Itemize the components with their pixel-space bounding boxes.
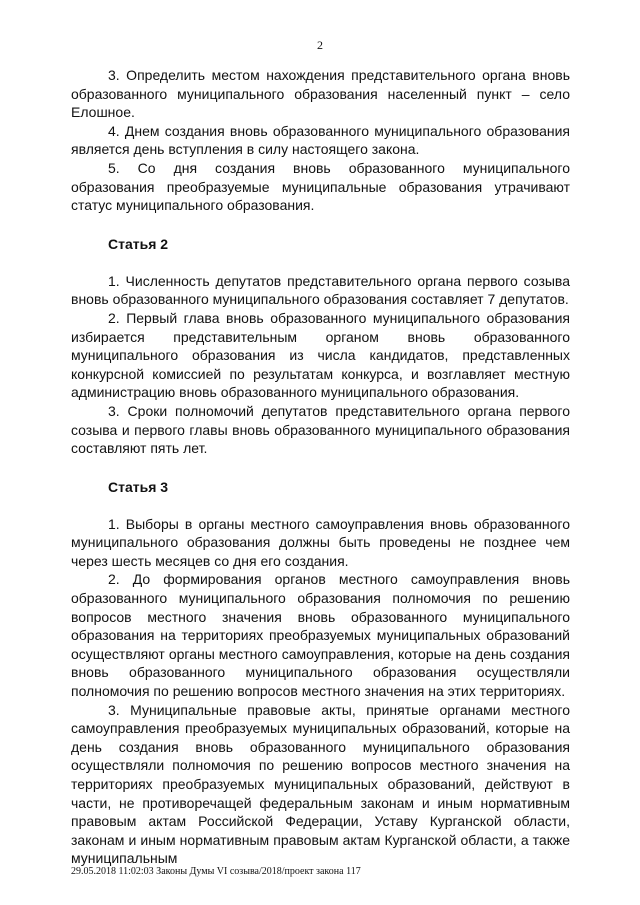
article-2-section [71,235,570,458]
paragraph-intro-4: 4. Днем создания вновь образованного муниципального образования является день вступления в силу настоящего закона. [71,122,570,158]
page-number: 2 [317,38,323,52]
paragraph-intro-3: 3. Определить местом нахождения представительного органа вновь образованного муниципального образования населенный пункт – село Елошное. [71,67,570,121]
document-body [71,66,570,868]
article-3-heading: Статья 3 [108,478,169,495]
paragraph-article-2-1: 1. Численность депутатов представительного органа первого созыва вновь образованного муниципального образования составляет 7 депутатов. [71,272,570,308]
paragraph-article-3-3: 3. Муниципальные правовые акты, принятые органами местного самоуправления преобразуемых муниципальных образований, которые на день создания вновь образованного муниципального образования осуществляли полномочия по решению вопросов местного значения на территориях преобразуемых муниципальных образований, действуют в части, не противоречащей федеральным законам и иным нормативным правовым актам Российской Федерации, Уставу Курганской области, законам и иным нормативным правовым актам Курганской области, а также муниципальным [71,701,570,867]
paragraph-article-2-3: 3. Сроки полномочий депутатов представительного органа первого созыва и первого главы вновь образованного муниципального образования составляют пять лет. [71,402,570,457]
document-footer: 29.05.2018 11:02:03 Законы Думы VI созыва/2018/проект закона 117 [71,866,361,877]
article-2-heading: Статья 2 [108,235,169,252]
paragraph-article-2-2: 2. Первый глава вновь образованного муниципального образования избирается представительным органом вновь образованного муниципального образования из числа кандидатов, представленных конкурсной комиссией по результатам конкурса, и возглавляет местную администрацию вновь образованного муниципального образования. [71,309,570,401]
paragraph-intro-5: 5. Со дня создания вновь образованного муниципального образования преобразуемые муниципальные образования утрачивают статус муниципального образования. [71,159,570,214]
intro-section [71,66,570,215]
paragraph-article-3-2: 2. До формирования органов местного самоуправления вновь образованного муниципального образования полномочия по решению вопросов местного значения вновь образованного муниципального образования на территориях преобразуемых муниципальных образований осуществляют органы местного самоуправления, которые на день создания вновь образованного муниципального образования осуществляли полномочия по решению вопросов местного значения на этих территориях. [71,571,570,700]
article-3-section [71,478,570,868]
paragraph-article-3-1: 1. Выборы в органы местного самоуправления вновь образованного муниципального образования должны быть проведены не позднее чем через шесть месяцев со дня его создания. [71,515,570,569]
